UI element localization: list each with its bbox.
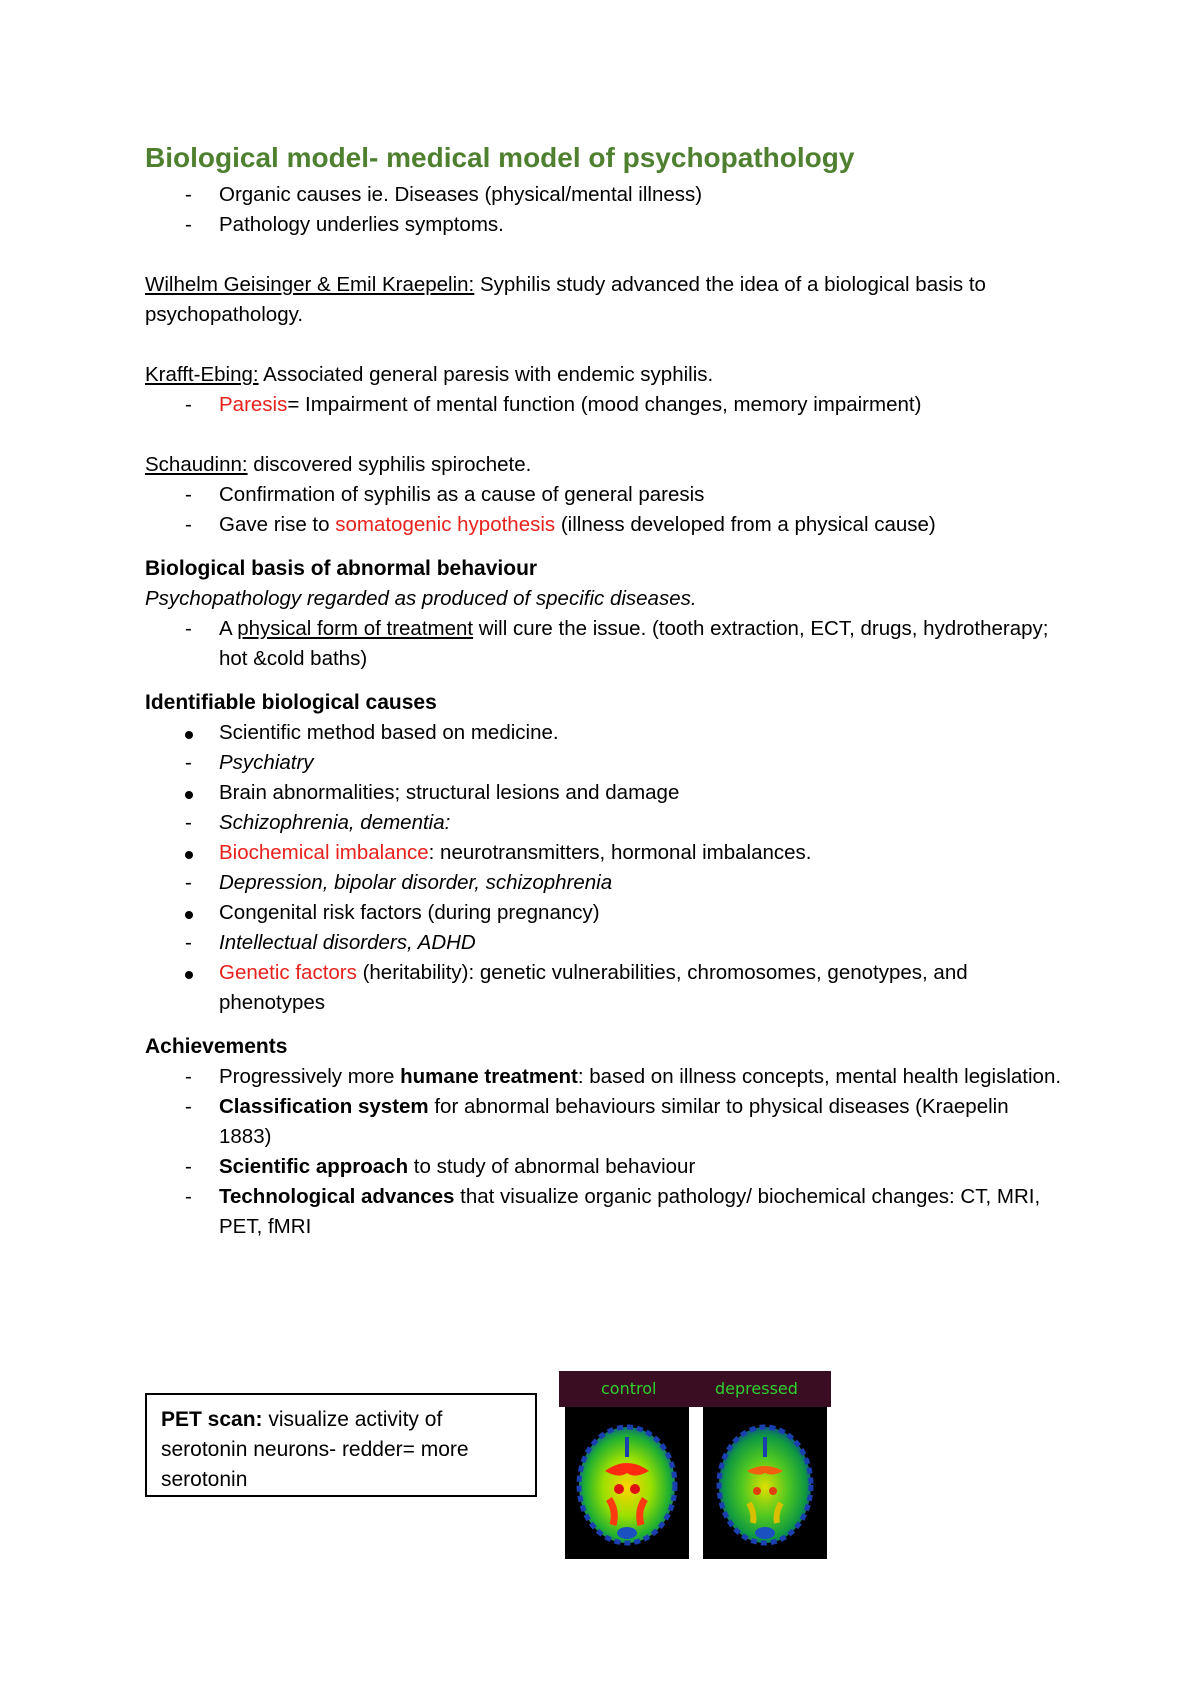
bullet-dot-icon: [185, 958, 205, 988]
dash-marker: -: [185, 1155, 192, 1178]
person-name: Krafft-Ebing:: [145, 363, 259, 386]
list-item: - Classification system for abnormal behaviours similar to physical diseases (Kraepelin 1883): [145, 1092, 1065, 1152]
section-heading: Biological basis of abnormal behaviour: [145, 557, 538, 580]
list-item: - Depression, bipolar disorder, schizophrenia: [145, 868, 1065, 898]
bullet-dot-icon: [185, 898, 205, 928]
list-item: - A physical form of treatment will cure the issue. (tooth extraction, ECT, drugs, hydrotherapy; hot &cold baths): [145, 614, 1065, 674]
pet-label: PET scan:: [161, 1408, 263, 1431]
bullet-dot-icon: [185, 838, 205, 868]
list-item: Brain abnormalities; structural lesions and damage: [145, 778, 1065, 808]
causes-list: [145, 718, 1065, 1018]
basis-list: [145, 614, 1065, 674]
krafft-list: [145, 390, 1065, 420]
dash-marker: -: [185, 617, 192, 640]
person-name: Schaudinn:: [145, 453, 248, 476]
depressed-label: depressed: [715, 1379, 798, 1398]
dash-marker: -: [185, 871, 192, 894]
dash-marker: -: [185, 393, 192, 416]
dash-marker: -: [185, 513, 192, 536]
page-title: Biological model- medical model of psychopathology: [145, 142, 855, 173]
pet-scan-figure: [557, 1371, 829, 1551]
list-item: - Technological advances that visualize organic pathology/ biochemical changes: CT, MRI, PET, fMRI: [145, 1182, 1065, 1242]
list-item: Biochemical imbalance: neurotransmitters, hormonal imbalances.: [145, 838, 1065, 868]
key-term: Paresis: [219, 393, 288, 416]
dash-marker: -: [185, 483, 192, 506]
figure-header: [559, 1371, 831, 1407]
list-item: - Gave rise to somatogenic hypothesis (illness developed from a physical cause): [145, 510, 1065, 540]
krafft-paragraph: Krafft-Ebing: Associated general paresis with endemic syphilis.: [145, 363, 714, 386]
dash-marker: -: [185, 811, 192, 834]
list-item: Scientific method based on medicine.: [145, 718, 1065, 748]
list-item: - Progressively more humane treatment: based on illness concepts, mental health legislation.: [145, 1062, 1065, 1092]
pet-scan-textbox: PET scan: visualize activity of serotonin neurons- redder= more serotonin: [145, 1393, 537, 1497]
dash-marker: -: [185, 1095, 192, 1118]
list-item: - Psychiatry: [145, 748, 1065, 778]
list-item: - Pathology underlies symptoms.: [145, 210, 1065, 240]
depressed-brain-scan: [703, 1407, 827, 1559]
geisinger-paragraph: Wilhelm Geisinger & Emil Kraepelin: Syphilis study advanced the idea of a biological basis to psychopathology.: [145, 273, 986, 326]
section-heading: Achievements: [145, 1035, 288, 1058]
dash-marker: -: [185, 1185, 192, 1208]
list-item: Genetic factors (heritability): genetic vulnerabilities, chromosomes, genotypes, and phenotypes: [145, 958, 1065, 1018]
italic-note: Psychopathology regarded as produced of specific diseases.: [145, 587, 697, 610]
schaudinn-paragraph: Schaudinn: discovered syphilis spirochete.: [145, 453, 532, 476]
control-label: control: [601, 1379, 657, 1398]
list-item: - Confirmation of syphilis as a cause of general paresis: [145, 480, 1065, 510]
dash-marker: -: [185, 931, 192, 954]
list-item: Congenital risk factors (during pregnancy): [145, 898, 1065, 928]
dash-marker: -: [185, 751, 192, 774]
person-name: Wilhelm Geisinger & Emil Kraepelin:: [145, 273, 475, 296]
list-item: - Organic causes ie. Diseases (physical/mental illness): [145, 180, 1065, 210]
dash-marker: -: [185, 1065, 192, 1088]
bullet-dot-icon: [185, 778, 205, 808]
bullet-dot-icon: [185, 718, 205, 748]
achievements-list: [145, 1062, 1065, 1242]
section-heading: Identifiable biological causes: [145, 691, 437, 714]
list-item: - Intellectual disorders, ADHD: [145, 928, 1065, 958]
control-brain-scan: [565, 1407, 689, 1559]
dash-marker: -: [185, 183, 192, 206]
list-item: - Scientific approach to study of abnormal behaviour: [145, 1152, 1065, 1182]
document-body: [145, 138, 1065, 1242]
list-item: - Paresis= Impairment of mental function (mood changes, memory impairment): [145, 390, 1065, 420]
key-term: Biochemical imbalance: [219, 841, 429, 864]
dash-marker: -: [185, 213, 192, 236]
key-term: somatogenic hypothesis: [335, 513, 556, 536]
key-term: Genetic factors: [219, 961, 357, 984]
schaudinn-list: [145, 480, 1065, 540]
list-item: - Schizophrenia, dementia:: [145, 808, 1065, 838]
intro-list: [145, 180, 1065, 240]
